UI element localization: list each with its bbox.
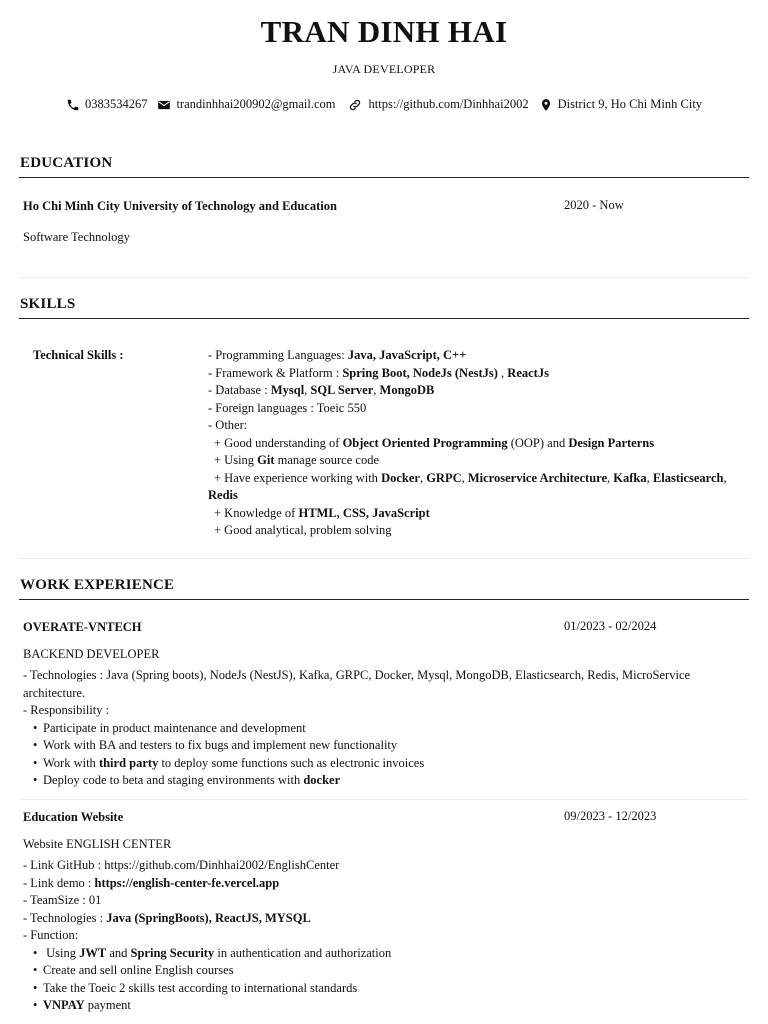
education-heading: EDUCATION	[20, 155, 113, 171]
responsibility-item: • Deploy code to beta and staging environments with docker	[33, 773, 341, 787]
job-details	[23, 667, 690, 790]
project-details	[23, 857, 391, 1015]
section-separator	[19, 277, 749, 278]
job-responsibility-label: - Responsibility :	[23, 703, 110, 717]
envelope-icon	[157, 98, 171, 112]
project-team-size: - TeamSize : 01	[23, 893, 102, 907]
skill-subline: + Knowledge of HTML, CSS, JavaScript	[214, 505, 430, 520]
address: District 9, Ho Chi Minh City	[557, 97, 703, 111]
skills-heading: SKILLS	[20, 296, 76, 312]
function-item: • Create and sell online English courses	[33, 963, 234, 977]
phone-number: 0383534267	[84, 97, 148, 111]
education-divider	[19, 177, 749, 178]
contact-phone[interactable]	[66, 97, 148, 112]
skill-line-wrap: Redis	[208, 488, 238, 502]
work-experience-divider	[19, 599, 749, 600]
job-position: BACKEND DEVELOPER	[23, 647, 160, 661]
github-url: https://github.com/Dinhhai2002	[368, 97, 529, 111]
map-pin-icon	[539, 98, 553, 112]
skill-line: - Programming Languages: Java, JavaScript, C++	[208, 348, 467, 362]
project-title: Website ENGLISH CENTER	[23, 837, 172, 851]
contact-github[interactable]	[346, 97, 529, 112]
company-name: OVERATE-VNTECH	[23, 620, 142, 634]
project-function-label: - Function:	[23, 928, 79, 942]
skill-line: - Framework & Platform : Spring Boot, NodeJs (NestJs) , ReactJs	[208, 365, 549, 380]
job-date: 01/2023 - 02/2024	[564, 619, 657, 633]
responsibility-item: • Work with third party to deploy some functions such as electronic invoices	[33, 755, 425, 770]
skill-subline: + Good understanding of Object Oriented Programming (OOP) and Design Parterns	[214, 435, 655, 450]
candidate-name: TRAN DINH HAI	[260, 14, 508, 49]
function-item: • Using JWT and Spring Security in authentication and authorization	[33, 945, 392, 960]
school-name: Ho Chi Minh City University of Technology and Education	[23, 199, 337, 213]
technical-skills-label: Technical Skills :	[33, 348, 124, 362]
skill-line: - Foreign languages : Toeic 550	[208, 400, 367, 415]
responsibility-item: • Work with BA and testers to fix bugs and implement new functionality	[33, 738, 398, 752]
function-item: • VNPAY payment	[33, 998, 131, 1012]
job-tech: - Technologies : Java (Spring boots), NodeJs (NestJS), Kafka, GRPC, Docker, Mysql, MongoDB, Elasticsearch, Redis, MicroService	[23, 668, 691, 682]
email-address: trandinhhai200902@gmail.com	[176, 97, 336, 111]
skill-subline: + Using Git manage source code	[214, 453, 379, 467]
job-tech-wrap: architecture.	[23, 685, 86, 700]
work-experience-heading: WORK EXPERIENCE	[20, 577, 175, 593]
phone-icon	[66, 98, 80, 112]
project-tech: - Technologies : Java (SpringBoots), ReactJS, MYSQL	[23, 910, 311, 925]
project-github-link[interactable]: - Link GitHub : https://github.com/Dinhhai2002/EnglishCenter	[23, 858, 340, 872]
section-separator	[19, 558, 749, 559]
link-icon	[346, 98, 364, 112]
responsibility-item: • Participate in product maintenance and development	[33, 720, 306, 735]
skill-subline: + Have experience working with Docker, GRPC, Microservice Architecture, Kafka, Elasticsearch,	[214, 470, 727, 485]
project-demo-link[interactable]: - Link demo : https://english-center-fe.vercel.app	[23, 875, 280, 890]
skill-subline: + Good analytical, problem solving	[214, 523, 392, 537]
contact-address	[539, 97, 702, 112]
major: Software Technology	[23, 230, 130, 244]
skill-line: - Other:	[208, 418, 248, 432]
project-name: Education Website	[23, 810, 124, 824]
contact-email[interactable]	[157, 97, 335, 112]
technical-skills-list	[208, 347, 727, 540]
contact-bar	[0, 97, 768, 112]
entry-separator	[19, 799, 749, 800]
project-date: 09/2023 - 12/2023	[564, 809, 657, 823]
function-item: • Take the Toeic 2 skills test according to international standards	[33, 980, 358, 995]
job-title: JAVA DEVELOPER	[332, 62, 436, 76]
education-date: 2020 - Now	[564, 198, 624, 212]
skills-divider	[19, 318, 749, 319]
skill-line: - Database : Mysql, SQL Server, MongoDB	[208, 383, 435, 397]
